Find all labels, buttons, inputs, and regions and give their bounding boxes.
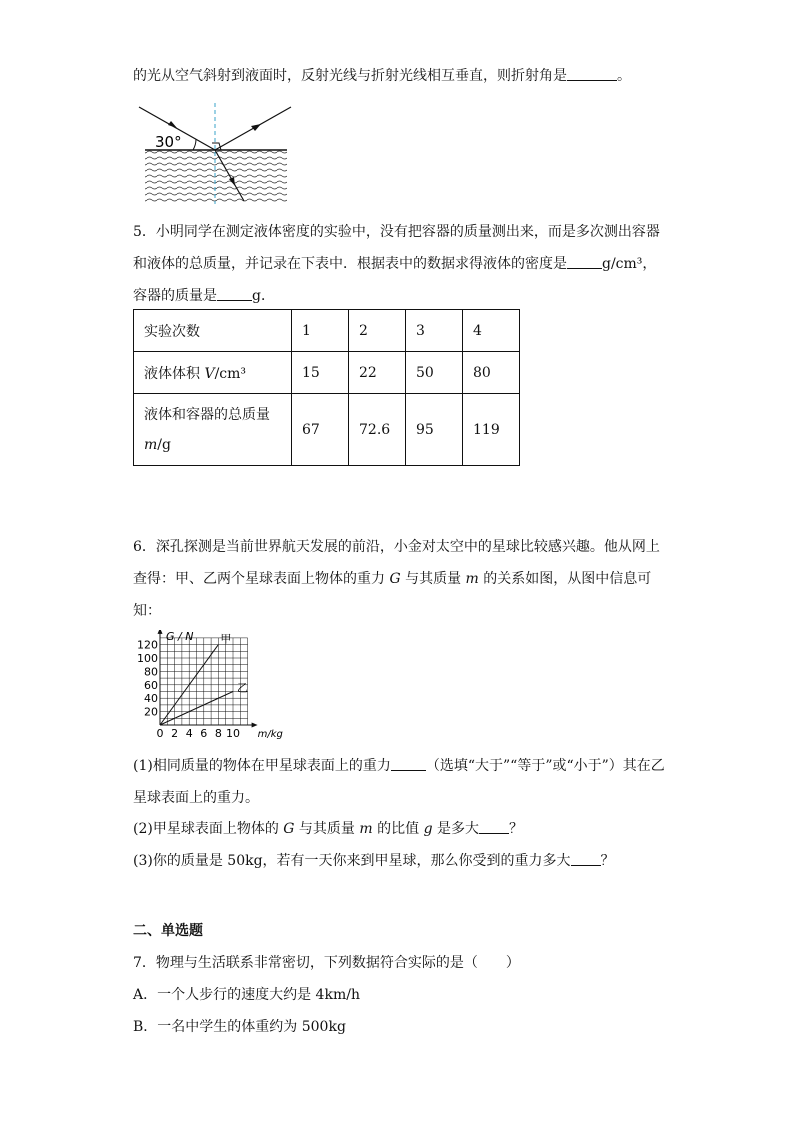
q6-sub1-line: (1)相同质量的物体在甲星球表面上的重力 （选填“大于”“等于”或“小于”）其在乙 <box>133 758 665 774</box>
table-row <box>134 394 520 466</box>
y-tick-label: 20 <box>144 705 158 719</box>
q6-sub1-line-2: 星球表面上的重力。 <box>133 790 259 806</box>
q5-line-2: 和液体的总质量，并记录在下表中．根据表中的数据求得液体的密度是 g/cm³， <box>133 256 657 272</box>
x-tick-label: 8 <box>214 727 222 740</box>
refraction-figure <box>137 101 293 205</box>
x-axis-label: m/kg <box>257 729 283 740</box>
y-tick-label: 80 <box>144 665 158 679</box>
q5-line-1: 5．小明同学在测定液体密度的实验中，没有把容器的质量测出来，而是多次测出容器 <box>133 224 660 240</box>
angle-arc <box>193 139 196 150</box>
chart-grid <box>160 638 248 725</box>
table-cell: 液体和容器的总质量 m/g <box>134 394 292 466</box>
reflected-arrow-icon <box>251 124 261 131</box>
q4-text-line: 的光从空气斜射到液面时，反射光线与折射光线相互垂直，则折射角是 。 <box>133 68 631 84</box>
x-tick-label: 0 <box>156 727 164 740</box>
q6-line-3: 知： <box>133 603 161 619</box>
y-axis-arrow-icon <box>158 630 163 634</box>
answer-blank <box>567 254 602 269</box>
x-tick-label: 4 <box>185 727 193 740</box>
x-tick-label: 2 <box>171 727 179 740</box>
table-cell: 72.6 <box>349 394 406 466</box>
table-cell: 22 <box>349 352 406 394</box>
y-tick-label: 120 <box>137 638 158 652</box>
answer-blank <box>217 286 252 301</box>
q7-stem: 7．物理与生活联系非常密切，下列数据符合实际的是（ ） <box>133 955 520 971</box>
table-cell: 50 <box>406 352 463 394</box>
table-cell: 3 <box>406 310 463 352</box>
series-label: 甲 <box>220 632 232 646</box>
y-tick-label: 60 <box>144 678 158 692</box>
table-cell: 1 <box>292 310 349 352</box>
q6-line-1: 6．深孔探测是当前世界航天发展的前沿，小金对太空中的星球比较感兴趣。他从网上 <box>133 539 660 555</box>
answer-blank <box>479 819 509 834</box>
answer-blank <box>567 66 617 81</box>
y-axis-label: G / N <box>166 630 194 643</box>
q6-sub2-line: (2)甲星球表面上物体的 G 与其质量 m 的比值 g 是多大 ？ <box>133 821 523 837</box>
q7-option-a: A．一个人步行的速度大约是 4km/h <box>133 987 360 1003</box>
x-axis-arrow-icon <box>252 723 258 728</box>
table-cell: 119 <box>463 394 520 466</box>
y-tick-label: 100 <box>137 652 158 665</box>
table-cell: 15 <box>292 352 349 394</box>
table-row <box>134 310 520 352</box>
answer-blank <box>571 851 601 866</box>
liquid-waves <box>145 150 287 204</box>
answer-blank <box>391 756 426 771</box>
table-cell: 液体体积 V/cm³ <box>134 352 292 394</box>
table-cell: 67 <box>292 394 349 466</box>
incident-arrow-icon <box>168 121 177 128</box>
y-tick-label: 40 <box>144 692 158 706</box>
series-label: 乙 <box>237 681 248 695</box>
q7-option-b: B．一名中学生的体重约为 500kg <box>133 1019 346 1035</box>
q6-sub3-line: (3)你的质量是 50kg，若有一天你来到甲星球，那么你受到的重力多大 ？ <box>133 853 615 869</box>
q5-line-3: 容器的质量是 g． <box>133 288 275 304</box>
x-tick-label: 10 <box>226 727 240 740</box>
data-table <box>133 309 520 466</box>
table-cell: 4 <box>463 310 520 352</box>
x-tick-label: 6 <box>200 727 208 740</box>
table-cell: 实验次数 <box>134 310 292 352</box>
table-cell: 95 <box>406 394 463 466</box>
table-cell: 2 <box>349 310 406 352</box>
q6-line-2: 查得：甲、乙两个星球表面上物体的重力 G 与其质量 m 的关系如图，从图中信息可 <box>133 571 652 587</box>
table-cell: 80 <box>463 352 520 394</box>
gravity-mass-chart <box>128 630 288 742</box>
table-row <box>134 352 520 394</box>
angle-label: 30° <box>155 133 182 151</box>
section-title: 二、单选题 <box>133 923 203 939</box>
